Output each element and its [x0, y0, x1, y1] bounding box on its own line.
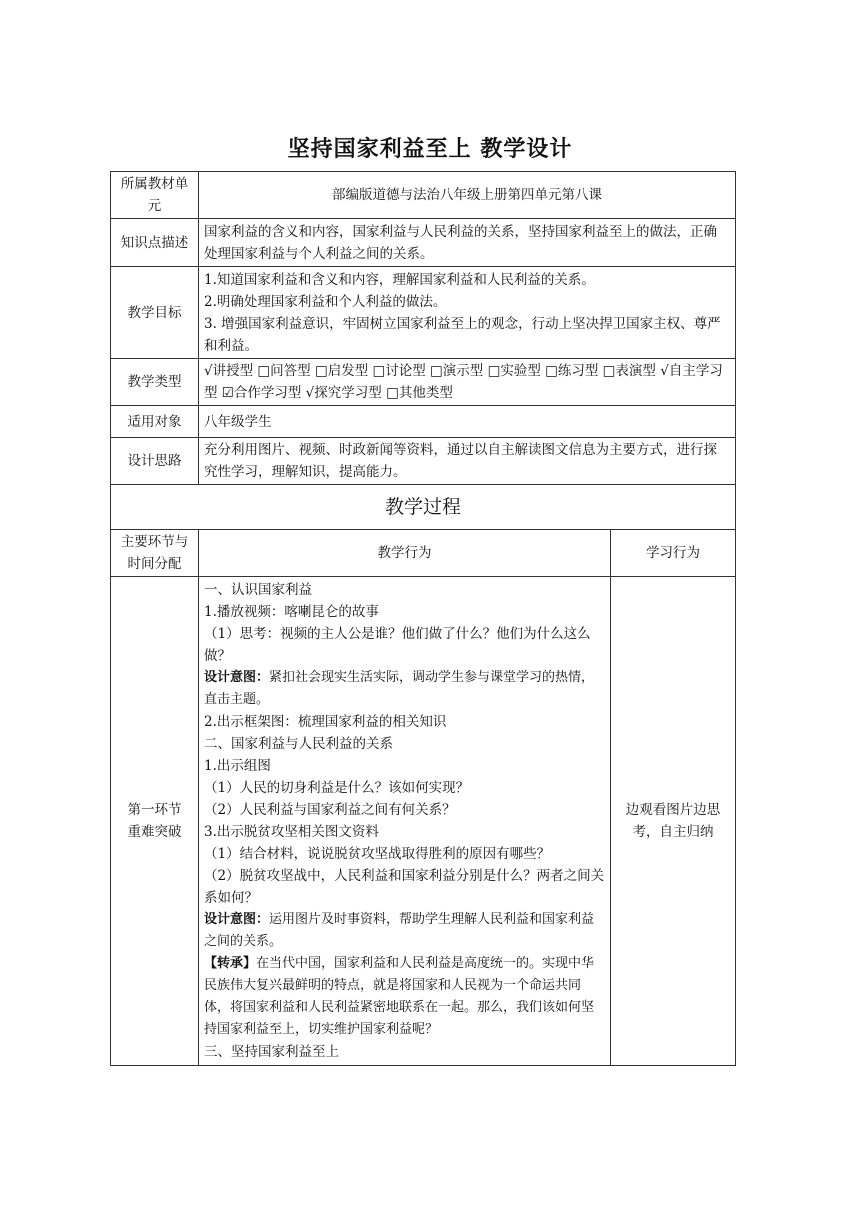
col-teaching-header: 教学行为	[199, 530, 611, 577]
stage-name: 第一环节 重难突破	[111, 577, 199, 1066]
teaching-line: （1）思考：视频的主人公是谁？他们做了什么？他们为什么这么做？	[204, 626, 591, 664]
goals-list	[199, 267, 736, 359]
audience-row	[111, 406, 736, 438]
goal-item: 3. 增强国家利益意识，牢固树立国家利益至上的观念，行动上坚决捍卫国家主权、尊严和利益。	[204, 315, 721, 354]
transition-text	[204, 953, 605, 1041]
teaching-line: （2）人民利益与国家利益之间有何关系？	[204, 802, 456, 818]
page-title: 坚持国家利益至上 教学设计	[287, 137, 573, 162]
design-intent-label: 设计意图：	[204, 670, 270, 685]
goals-label: 教学目标	[111, 267, 199, 359]
learning-actions: 边观看图片边思考，自主归纳	[611, 577, 736, 1066]
design-intent	[204, 667, 605, 711]
teaching-line: 2.出示框架图：梳理国家利益的相关知识	[204, 714, 447, 730]
types-value: √讲授型 □问答型 □启发型 □讨论型 □演示型 □实验型 □练习型 □表演型 √自主学习型 ☑合作学习型 √探究学习型 □其他类型	[199, 359, 736, 406]
design-intent	[204, 909, 605, 953]
idea-label: 设计思路	[111, 438, 199, 485]
knowledge-row	[111, 219, 736, 267]
teaching-line: （1）人民的切身利益是什么？该如何实现？	[204, 780, 470, 796]
teaching-line: 三、坚持国家利益至上	[204, 1044, 339, 1060]
stage-row	[111, 577, 736, 1066]
knowledge-label: 知识点描述	[111, 219, 199, 267]
teaching-line: 1.播放视频：喀喇昆仑的故事	[204, 604, 379, 620]
idea-row	[111, 438, 736, 485]
process-heading-row	[111, 485, 736, 530]
unit-label: 所属教材单元	[111, 172, 199, 219]
design-intent-label: 设计意图：	[204, 912, 270, 927]
lesson-plan-table	[110, 171, 736, 1066]
col-learning-header: 学习行为	[611, 530, 736, 577]
teaching-line: （1）结合材料，说说脱贫攻坚战取得胜利的原因有哪些？	[204, 846, 551, 862]
types-row	[111, 359, 736, 406]
process-header-row	[111, 530, 736, 577]
teaching-actions	[199, 577, 611, 1066]
audience-label: 适用对象	[111, 406, 199, 438]
teaching-line: （2）脱贫攻坚战中，人民利益和国家利益分别是什么？两者之间关系如何？	[204, 868, 605, 906]
goals-row	[111, 267, 736, 359]
teaching-line: 3.出示脱贫攻坚相关图文资料	[204, 824, 379, 840]
knowledge-value: 国家利益的含义和内容，国家利益与人民利益的关系，坚持国家利益至上的做法，正确处理国家利益与个人利益之间的关系。	[199, 219, 736, 267]
transition-label: 【转承】	[204, 956, 257, 971]
design-intent-text: 运用图片及时事资料，帮助学生理解人民利益和国家利益之间的关系。	[204, 912, 595, 949]
teaching-line: 二、国家利益与人民利益的关系	[204, 736, 393, 752]
teaching-line: 一、认识国家利益	[204, 582, 312, 598]
design-intent-text: 紧扣社会现实生活实际，调动学生参与课堂学习的热情，直击主题。	[204, 670, 595, 707]
goal-item: 1.知道国家利益和含义和内容，理解国家利益和人民利益的关系。	[204, 271, 595, 288]
audience-value: 八年级学生	[199, 406, 736, 438]
col-stage-header: 主要环节与时间分配	[111, 530, 199, 577]
teaching-line: 1.出示组图	[204, 758, 271, 774]
unit-value: 部编版道德与法治八年级上册第四单元第八课	[199, 172, 736, 219]
idea-value: 充分利用图片、视频、时政新闻等资料，通过以自主解读图文信息为主要方式，进行探究性学习，理解知识，提高能力。	[199, 438, 736, 485]
goal-item: 2.明确处理国家利益和个人利益的做法。	[204, 293, 447, 310]
unit-row	[111, 172, 736, 219]
types-label: 教学类型	[111, 359, 199, 406]
transition-body: 在当代中国，国家利益和人民利益是高度统一的。实现中华民族伟大复兴最鲜明的特点，就是将国家和人民视为一个命运共同体，将国家利益和人民利益紧密地联系在一起。那么，我们该如何坚持国家利益至上，切实维护国家利益呢？	[204, 956, 595, 1037]
process-heading: 教学过程	[111, 485, 736, 530]
